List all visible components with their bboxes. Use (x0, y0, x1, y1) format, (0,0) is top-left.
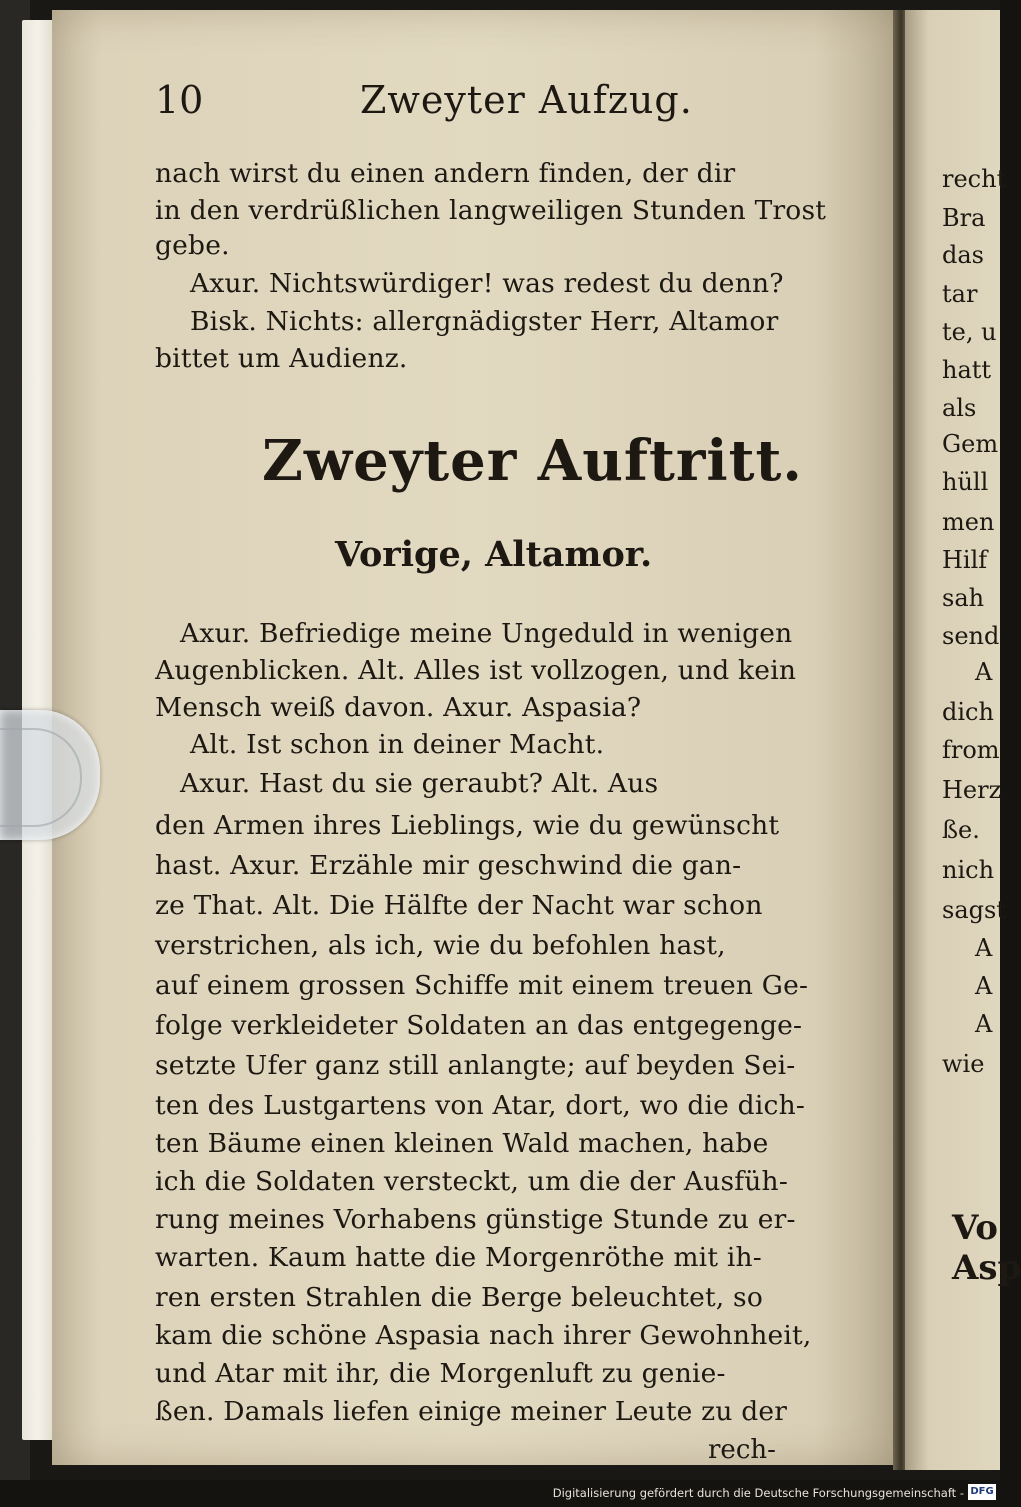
text-line: ich die Soldaten versteckt, um die der Ausfüh- (155, 1166, 788, 1197)
right-page-fragment: hatt (942, 356, 992, 384)
text-line: ßen. Damals liefen einige meiner Leute zu der (155, 1396, 788, 1427)
catchword: rech- (708, 1435, 776, 1465)
right-page-fragment: ße. (942, 816, 980, 844)
right-page-heading-fragment: Asp (952, 1248, 1021, 1288)
text-line: ten des Lustgartens von Atar, dort, wo die dich- (155, 1090, 805, 1121)
text-line: bittet um Audienz. (155, 343, 408, 374)
text-line: ten Bäume einen kleinen Wald machen, habe (155, 1128, 769, 1159)
text-line: gebe. (155, 230, 230, 261)
text-line: Augenblicken. Alt. Alles ist vollzogen, und kein (155, 655, 797, 686)
page-number: 10 (155, 78, 204, 122)
text-line: rung meines Vorhabens günstige Stunde zu er- (155, 1204, 796, 1235)
right-page-fragment: sagst (942, 896, 1006, 924)
text-line: Axur. Nichtswürdiger! was redest du denn? (190, 268, 784, 299)
right-page-fragment: Bra (942, 204, 986, 232)
right-page-fragment: Herz (942, 776, 1002, 804)
right-page-fragment: A (975, 934, 993, 962)
text-line: hast. Axur. Erzähle mir geschwind die gan- (155, 850, 742, 881)
right-page-fragment: wie (942, 1050, 985, 1078)
text-line: ren ersten Strahlen die Berge beleuchtet, so (155, 1282, 764, 1313)
right-page-fragment: te, u (942, 318, 997, 346)
text-line: warten. Kaum hatte die Morgenröthe mit ih- (155, 1242, 762, 1273)
right-page-fragment: dich (942, 698, 994, 726)
dfg-logo: DFG (968, 1484, 996, 1500)
text-line: verstrichen, als ich, wie du befohlen hast, (155, 930, 726, 961)
right-page-fragment: sah (942, 584, 985, 612)
right-page-fragment: Gem (942, 430, 999, 458)
text-line: kam die schöne Aspasia nach ihrer Gewohnheit, (155, 1320, 812, 1351)
right-page-fragment: hüll (942, 468, 989, 496)
text-line: Bisk. Nichts: allergnädigster Herr, Altamor (190, 306, 779, 337)
text-line: Alt. Ist schon in deiner Macht. (190, 729, 605, 760)
text-line: Axur. Hast du sie geraubt? Alt. Aus (180, 768, 659, 799)
scene-subtitle: Vorige, Altamor. (335, 534, 653, 575)
text-line: in den verdrüßlichen langweiligen Stunden Trost (155, 195, 827, 226)
right-page-heading-fragment: Vo (952, 1208, 998, 1248)
running-title: Zweyter Aufzug. (360, 78, 693, 122)
right-page-fragment: send (942, 622, 1000, 650)
right-page-fragment: men (942, 508, 995, 536)
right-page-fragment: recht (942, 165, 1007, 193)
right-page-fragment: A (975, 1010, 993, 1038)
text-line: den Armen ihres Lieblings, wie du gewünscht (155, 810, 780, 841)
funding-credit: Digitalisierung gefördert durch die Deutsche Forschungsgemeinschaft - (552, 1486, 964, 1500)
right-page-fragment: tar (942, 280, 978, 308)
right-page-fragment: from (942, 736, 1000, 764)
text-line: nach wirst du einen andern finden, der dir (155, 158, 736, 189)
text-line: folge verkleideter Soldaten an das entgegenge- (155, 1010, 803, 1041)
right-page-fragment: nich (942, 856, 995, 884)
scene-title: Zweyter Auftritt. (262, 428, 803, 494)
text-line: ze That. Alt. Die Hälfte der Nacht war schon (155, 890, 763, 921)
text-line: Axur. Befriedige meine Ungeduld in wenigen (180, 618, 793, 649)
text-line: setzte Ufer ganz still anlangte; auf beyden Sei- (155, 1050, 796, 1081)
right-page-fragment: A (975, 658, 993, 686)
right-page-fragment: als (942, 394, 977, 422)
text-line: und Atar mit ihr, die Morgenluft zu genie- (155, 1358, 726, 1389)
right-page-fragment: Hilf (942, 546, 988, 574)
text-line: Mensch weiß davon. Axur. Aspasia? (155, 692, 642, 723)
right-page-fragment: das (942, 241, 984, 269)
text-line: auf einem grossen Schiffe mit einem treuen Ge- (155, 970, 809, 1001)
right-page-fragment: A (975, 972, 993, 1000)
